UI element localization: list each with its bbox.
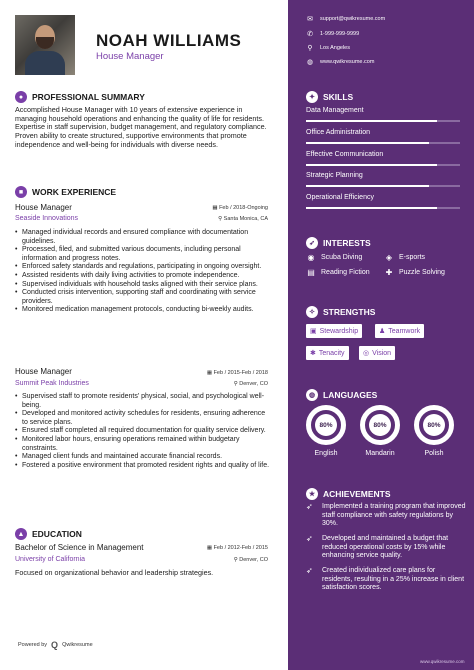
strength-tag: ◎ Vision xyxy=(359,346,395,360)
achievement-item: ➶ Created individualized care plans for residents, resulting in a 25% increase in client satisfaction scores. xyxy=(306,566,465,592)
contact-location: ⚲ Los Angeles xyxy=(307,45,350,52)
contact-website[interactable]: ◍ www.qwikresume.com xyxy=(306,59,375,66)
job-date: ▦ Feb / 2015-Feb / 2018 xyxy=(206,370,268,376)
job-company: Seaside Innovations xyxy=(15,215,79,222)
puzzle-icon: ✚ xyxy=(385,268,393,277)
book-icon: ▤ xyxy=(307,268,315,277)
list-item: • Managed client funds and maintained accurate financial records. xyxy=(15,453,270,462)
skill-fill xyxy=(306,142,429,144)
interests-heading: ➶ INTERESTS xyxy=(306,237,371,249)
skill-fill xyxy=(306,120,437,122)
skill-fill xyxy=(306,185,429,187)
education-location: ⚲ Denver, CO xyxy=(233,557,268,563)
skill-label: Office Administration xyxy=(306,129,371,136)
phone-icon: ✆ xyxy=(307,31,313,38)
location-pin-icon: ⚲ xyxy=(307,45,313,52)
skill-label: Strategic Planning xyxy=(306,172,363,179)
interest-item: ✚ Puzzle Solving xyxy=(385,268,445,277)
trophy-icon: ★ xyxy=(306,488,318,500)
language-name: Polish xyxy=(424,450,444,457)
briefcase-icon: ■ xyxy=(15,186,27,198)
strength-icon: ✧ xyxy=(306,306,318,318)
list-item: • Managed individual records and ensured compliance with documentation guidelines. xyxy=(15,229,270,246)
gamepad-icon: ◈ xyxy=(385,253,393,262)
powered-by: Powered by Q Qwikresume xyxy=(18,640,93,650)
job-location: ⚲ Santa Monica, CA xyxy=(218,216,268,222)
skill-label: Data Management xyxy=(306,107,364,114)
person-icon: ● xyxy=(15,91,27,103)
education-date: ▦ Feb / 2012-Feb / 2015 xyxy=(206,545,268,551)
job-bullets xyxy=(15,229,270,315)
language-name: Mandarin xyxy=(365,450,395,457)
interest-item: ◈ E-sports xyxy=(385,253,426,262)
education-text: Focused on organizational behavior and leadership strategies. xyxy=(15,568,214,577)
list-item: • Processed, filed, and submitted various documents, including personal information and progress notes. xyxy=(15,246,270,263)
list-item: • Developed and monitored activity schedules for residents, ensuring adherence to service plans. xyxy=(15,410,270,427)
achievement-item: ➶ Developed and maintained a budget that reduced operational costs by 15% while enhancing service quality. xyxy=(306,534,449,560)
strength-tag: ♟ Teamwork xyxy=(375,324,424,338)
job-title: House Manager xyxy=(15,367,72,376)
email-icon: ✉ xyxy=(307,16,313,23)
summary-title: PROFESSIONAL SUMMARY xyxy=(32,92,145,102)
achievement-item: ➶ Implemented a training program that improved staff compliance with safety regulations by 30%. xyxy=(306,502,466,528)
school: University of California xyxy=(15,556,86,563)
summary-heading xyxy=(15,91,145,103)
skill-label: Operational Efficiency xyxy=(306,194,374,201)
list-item: • Monitored medication management protocols, conducting bi-weekly audits. xyxy=(15,306,270,315)
tenacity-icon: ✱ xyxy=(310,350,316,357)
skill-bar xyxy=(306,207,460,209)
list-item: • Conducted crisis intervention, supporting staff and coordinating with service providers. xyxy=(15,289,270,306)
language-gauge: 80% xyxy=(306,405,346,445)
language-gauge: 80% xyxy=(360,405,400,445)
job-company: Summit Peak Industries xyxy=(15,380,89,387)
summary-text: Accomplished House Manager with 10 years of extensive experience in managing household operations and enhancing the quality of life for residents. Expertise in staff supervision, budget management, and regulatory compliance. Proven ability to create structured, supportive environments that promote independence and well-being for individuals with diverse needs. xyxy=(15,105,267,149)
skill-fill xyxy=(306,207,437,209)
graduation-cap-icon: ▲ xyxy=(15,528,27,540)
list-item: • Fostered a positive environment that promoted resident rights and quality of life. xyxy=(15,462,270,471)
language-gauge: 80% xyxy=(414,405,454,445)
interest-item: ▤ Reading Fiction xyxy=(307,268,370,277)
rocket-icon: ➶ xyxy=(306,237,318,249)
languages-heading: ◍ LANGUAGES xyxy=(306,389,377,401)
job-date: ▦ Feb / 2018-Ongoing xyxy=(212,205,268,211)
language-name: English xyxy=(314,450,338,457)
globe-icon: ◍ xyxy=(306,59,314,66)
education-heading xyxy=(15,528,82,540)
skill-bar xyxy=(306,120,460,122)
candidate-role: House Manager xyxy=(96,51,164,62)
rocket-icon: ➶ xyxy=(306,534,313,543)
education-title: EDUCATION xyxy=(32,529,82,539)
skill-bar xyxy=(306,185,460,187)
shield-icon: ▣ xyxy=(310,328,317,335)
experience-heading xyxy=(15,186,116,198)
interest-item: ◉ Scuba Diving xyxy=(307,253,363,262)
skill-fill xyxy=(306,164,437,166)
strength-tag: ▣ Stewardship xyxy=(306,324,362,338)
globe-language-icon: ◍ xyxy=(306,389,318,401)
job-title: House Manager xyxy=(15,203,72,212)
profile-photo xyxy=(15,15,75,75)
eye-icon: ◎ xyxy=(363,350,370,357)
list-item: • Ensured staff completed all required documentation for quality service delivery. xyxy=(15,427,270,436)
job-location: ⚲ Denver, CO xyxy=(233,381,268,387)
rocket-icon: ➶ xyxy=(306,502,313,511)
contact-phone[interactable]: ✆ 1-999-999-9999 xyxy=(307,31,360,38)
list-item: • Enforced safety standards and regulations, participating in ongoing oversight. xyxy=(15,263,270,272)
skills-heading: ✦ SKILLS xyxy=(306,91,353,103)
skill-bar xyxy=(306,142,460,144)
list-item: • Supervised individuals with household tasks aligned with their service plans. xyxy=(15,281,270,290)
job-bullets xyxy=(15,393,270,470)
experience-title: WORK EXPERIENCE xyxy=(32,187,117,197)
skill-label: Effective Communication xyxy=(306,151,384,158)
candidate-name: NOAH WILLIAMS xyxy=(96,31,242,50)
scuba-icon: ◉ xyxy=(307,253,315,262)
degree: Bachelor of Science in Management xyxy=(15,543,144,552)
team-icon: ♟ xyxy=(379,328,386,335)
footer-website[interactable]: www.qwikresume.com xyxy=(420,659,465,664)
rocket-icon: ➶ xyxy=(306,566,313,575)
lightbulb-icon: ✦ xyxy=(306,91,318,103)
achievements-heading: ★ ACHIEVEMENTS xyxy=(306,488,391,500)
list-item: • Monitored labor hours, ensuring operations remained within budgetary constraints. xyxy=(15,436,270,453)
list-item: • Supervised staff to promote residents' physical, social, and psychological well-being. xyxy=(15,393,270,410)
sidebar xyxy=(288,0,474,670)
list-item: • Assisted residents with daily living activities to promote independence. xyxy=(15,272,270,281)
strength-tag: ✱ Tenacity xyxy=(306,346,349,360)
contact-email[interactable]: ✉ support@qwikresume.com xyxy=(307,16,386,23)
strengths-heading: ✧ STRENGTHS xyxy=(306,306,375,318)
qwikresume-logo-icon: Q xyxy=(51,640,59,650)
skill-bar xyxy=(306,164,460,166)
